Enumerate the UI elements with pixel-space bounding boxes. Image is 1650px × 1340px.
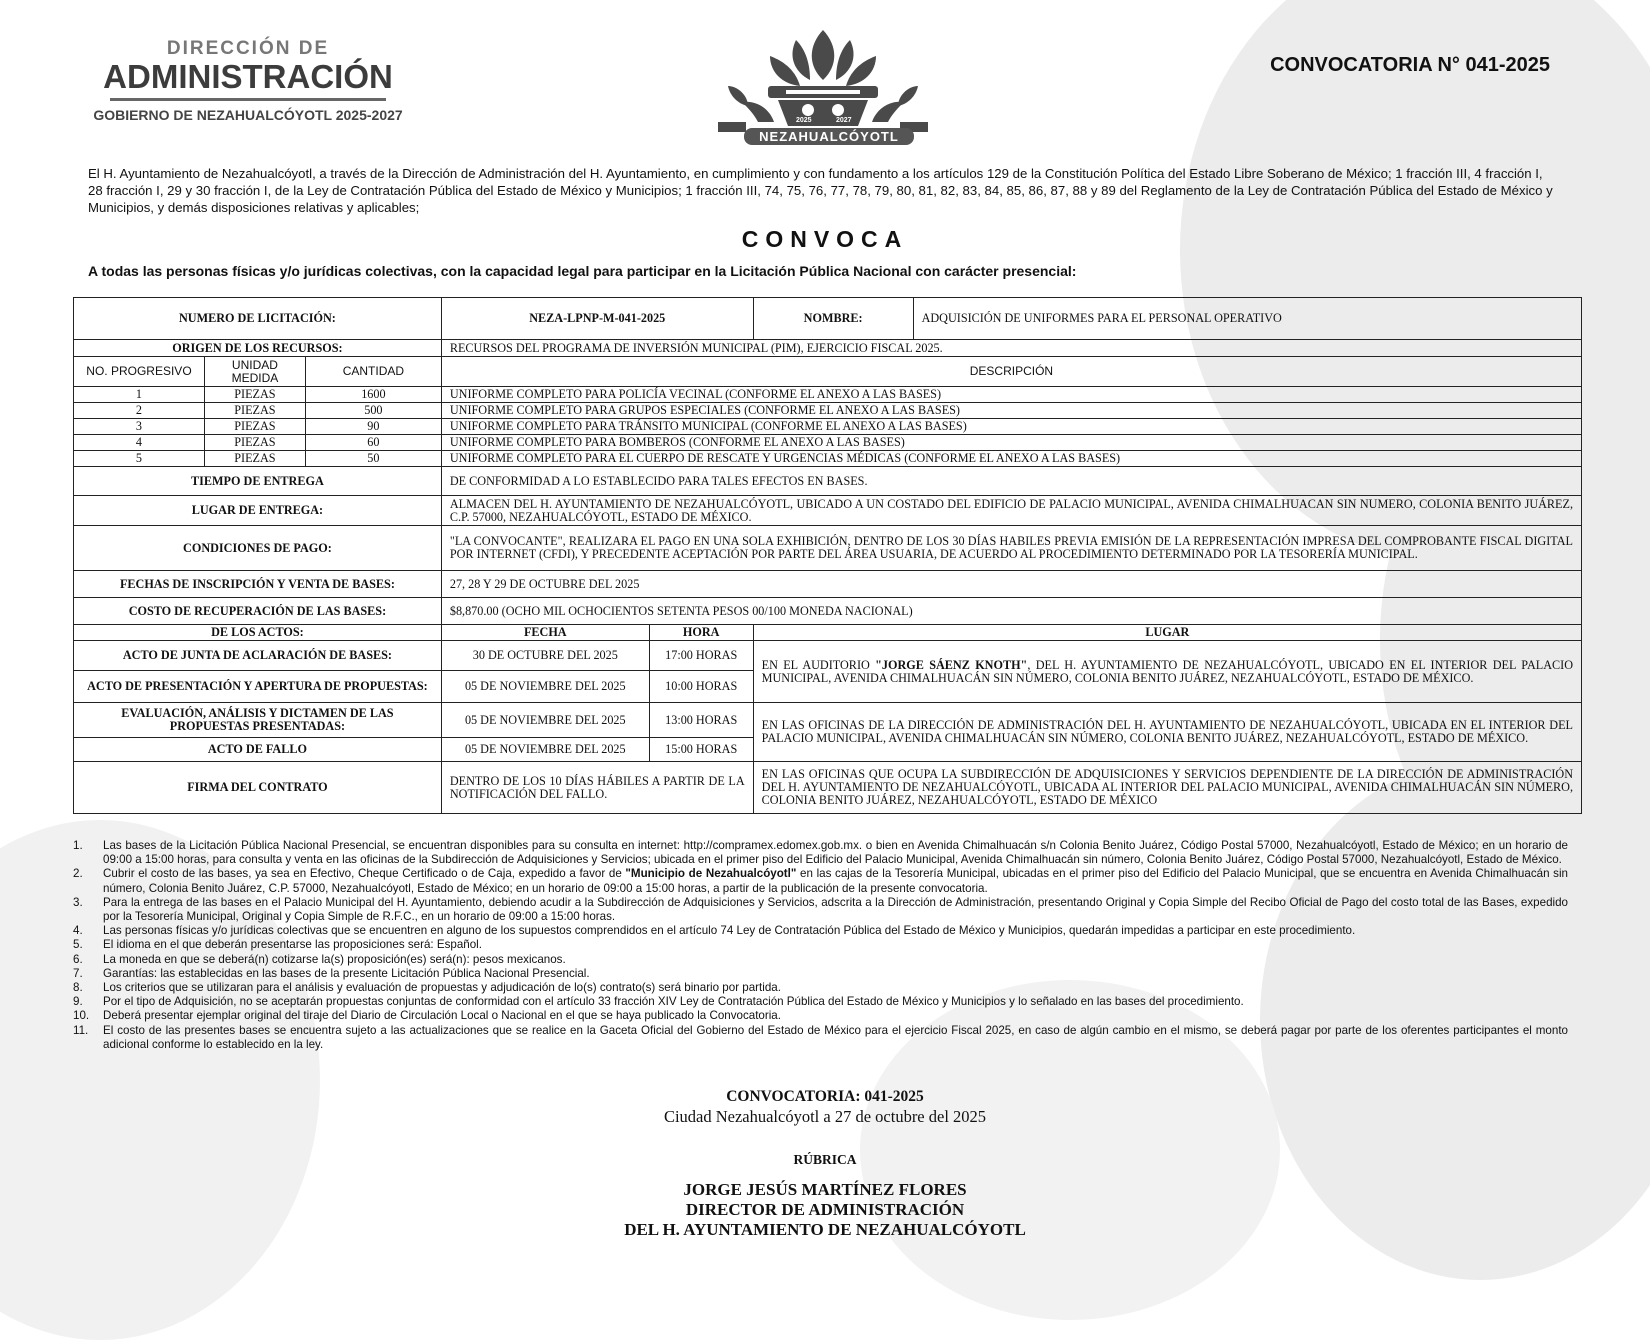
list-item bbox=[73, 938, 1568, 952]
item-unidad: PIEZAS bbox=[204, 419, 305, 435]
hora-col: HORA bbox=[649, 625, 753, 641]
fecha-col: FECHA bbox=[441, 625, 649, 641]
item-unidad: PIEZAS bbox=[204, 435, 305, 451]
item-descripcion: UNIFORME COMPLETO PARA POLICÍA VECINAL (CONFORME EL ANEXO A LAS BASES) bbox=[441, 387, 1581, 403]
note-number: 11. bbox=[73, 1023, 89, 1037]
list-item bbox=[73, 867, 1568, 895]
acto4-fecha: 05 DE NOVIEMBRE DEL 2025 bbox=[441, 738, 649, 762]
seal-year-left: 2025 bbox=[796, 117, 812, 124]
note-number: 3. bbox=[73, 895, 83, 909]
origen-value: RECURSOS DEL PROGRAMA DE INVERSIÓN MUNICIPAL (PIM), EJERCICIO FISCAL 2025. bbox=[441, 340, 1581, 357]
logo-line1: DIRECCIÓN DE bbox=[166, 38, 330, 59]
note-number: 1. bbox=[73, 839, 83, 852]
fechas-value: 27, 28 Y 29 DE OCTUBRE DEL 2025 bbox=[441, 571, 1581, 598]
note-text: El costo de las presentes bases se encuentra sujeto a las actualizaciones que se realice en la Gaceta Oficial del Gobierno del Estado de México para el ejercicio Fiscal 2025, en caso de algún cambio en el mismo, se deberá pagar por parte de los oferentes participantes el monto adicional conforme lo establecido en la ley. bbox=[103, 1023, 1568, 1051]
table-row bbox=[74, 357, 1582, 387]
convocatoria-number: CONVOCATORIA N° 041-2025 bbox=[1270, 54, 1550, 76]
item-descripcion: UNIFORME COMPLETO PARA EL CUERPO DE RESCATE Y URGENCIAS MÉDICAS (CONFORME EL ANEXO A LAS BASES) bbox=[441, 451, 1581, 467]
table-row bbox=[74, 598, 1582, 625]
acto4-label: ACTO DE FALLO bbox=[74, 738, 442, 762]
note-number: 2. bbox=[73, 867, 83, 881]
list-item bbox=[73, 995, 1568, 1009]
col-descripcion: DESCRIPCIÓN bbox=[441, 357, 1581, 387]
licitacion-table bbox=[73, 297, 1582, 814]
logo-line3: GOBIERNO DE NEZAHUALCÓYOTL 2025-2027 bbox=[93, 107, 403, 123]
signer-title: DIRECTOR DE ADMINISTRACIÓN bbox=[685, 1200, 965, 1219]
logo-line2: ADMINISTRACIÓN bbox=[103, 58, 393, 95]
seal-year-right: 2027 bbox=[836, 117, 852, 124]
item-cantidad: 50 bbox=[305, 451, 441, 467]
list-item bbox=[73, 924, 1568, 938]
note-text: Por el tipo de Adquisición, no se aceptarán propuestas conjuntas de conformidad con el artículo 33 fracción XIV Ley de Contratación Pública del Estado de México y Municipios y lo señalado en las bases del procedimiento. bbox=[103, 995, 1244, 1009]
item-unidad: PIEZAS bbox=[204, 451, 305, 467]
footer-lugar-fecha: Ciudad Nezahualcóyotl a 27 de octubre del 2025 bbox=[663, 1107, 987, 1126]
lugar-auditorio-post: , DEL H. AYUNTAMIENTO DE NEZAHUALCÓYOTL, UBICADO EN EL INTERIOR DEL PALACIO MUNICIPAL, AVENIDA CHIMALHUACÁN SIN NÚMERO, COLONIA BENITO JUÁREZ, NEZAHUALCÓYOTL, ESTADO DE MÉXICO. bbox=[761, 657, 1573, 685]
acto2-label: ACTO DE PRESENTACIÓN Y APERTURA DE PROPUESTAS: bbox=[74, 671, 442, 703]
note-text: Para la entrega de las bases en el Palacio Municipal del H. Ayuntamiento, debiendo acudir a la Subdirección de Adquisiciones y Servicios, adscrita a la Dirección de Administración, presentando Original y Copia Simple del Recibo Oficial de Pago del costo total de las Bases, expedido por la Tesorería Municipal, Original y Copia Simple de R.F.C., en un horario de 09:00 a 15:00 horas. bbox=[103, 895, 1568, 924]
signer-name: JORGE JESÚS MARTÍNEZ FLORES bbox=[683, 1180, 967, 1199]
firma-fecha: DENTRO DE LOS 10 DÍAS HÁBILES A PARTIR DE LA NOTIFICACIÓN DEL FALLO. bbox=[441, 762, 753, 814]
acto2-fecha: 05 DE NOVIEMBRE DEL 2025 bbox=[441, 671, 649, 703]
fechas-label: FECHAS DE INSCRIPCIÓN Y VENTA DE BASES: bbox=[74, 571, 442, 598]
tiempo-value: DE CONFORMIDAD A LO ESTABLECIDO PARA TALES EFECTOS EN BASES. bbox=[441, 467, 1581, 496]
administracion-logo bbox=[88, 38, 408, 123]
table-row bbox=[74, 435, 1582, 451]
table-row bbox=[74, 298, 1582, 340]
list-item bbox=[73, 953, 1568, 967]
list-item bbox=[73, 981, 1568, 995]
numero-label: NUMERO DE LICITACIÓN: bbox=[74, 298, 442, 340]
acto3-fecha: 05 DE NOVIEMBRE DEL 2025 bbox=[441, 703, 649, 738]
table-row bbox=[74, 526, 1582, 571]
note-text: Deberá presentar ejemplar original del tiraje del Diario de Circulación Local o Nacional en el que se haya publicado la Convocatoria. bbox=[103, 1009, 781, 1023]
table-row bbox=[74, 340, 1582, 357]
acto1-label: ACTO DE JUNTA DE ACLARACIÓN DE BASES: bbox=[74, 641, 442, 671]
item-no: 4 bbox=[74, 435, 205, 451]
item-unidad: PIEZAS bbox=[204, 403, 305, 419]
item-no: 1 bbox=[74, 387, 205, 403]
numero-value: NEZA-LPNP-M-041-2025 bbox=[441, 298, 753, 340]
acto1-hora: 17:00 HORAS bbox=[649, 641, 753, 671]
table-row bbox=[74, 703, 1582, 738]
item-no: 2 bbox=[74, 403, 205, 419]
table-row bbox=[74, 625, 1582, 641]
note-text: El idioma en el que deberán presentarse las proposiciones será: Español. bbox=[103, 938, 482, 952]
list-item bbox=[73, 896, 1568, 924]
item-no: 3 bbox=[74, 419, 205, 435]
signer-institution: DEL H. AYUNTAMIENTO DE NEZAHUALCÓYOTL bbox=[624, 1220, 1026, 1239]
notes-list bbox=[73, 839, 1568, 1052]
list-item bbox=[73, 1009, 1568, 1023]
list-item bbox=[73, 967, 1568, 981]
note-number: 7. bbox=[73, 966, 83, 980]
table-row bbox=[74, 762, 1582, 814]
intro-paragraph: El H. Ayuntamiento de Nezahualcóyotl, a través de la Dirección de Administración del H. Ayuntamiento, en cumplimiento y con fundamento a los artículos 129 de la Constitución Política del Estado Libre Soberano de México; 1 fracción III, 4 fracción I, 28 fracción I, 29 y 30 fracción I, de la Ley de Contratación Pública del Estado de México y Municipios; 1 fracción III, 74, 75, 76, 77, 78, 79, 80, 81, 82, 83, 84, 85, 86, 87, 88 y 89 del Reglamento de la Ley de Contratación Pública del Estado de México y Municipios, y demás disposiciones relativas y aplicables; bbox=[88, 166, 1553, 215]
tiempo-label: TIEMPO DE ENTREGA bbox=[74, 467, 442, 496]
acto3-label: EVALUACIÓN, ANÁLISIS Y DICTAMEN DE LAS PROPUESTAS PRESENTADAS: bbox=[74, 703, 442, 738]
note-number: 4. bbox=[73, 924, 83, 938]
note-number: 9. bbox=[73, 995, 83, 1009]
item-descripcion: UNIFORME COMPLETO PARA TRÁNSITO MUNICIPAL (CONFORME EL ANEXO A LAS BASES) bbox=[441, 419, 1581, 435]
lugar-auditorio bbox=[753, 641, 1581, 703]
actos-label: DE LOS ACTOS: bbox=[74, 625, 442, 641]
note-text: La moneda en que se deberá(n) cotizarse la(s) proposición(es) será(n): pesos mexicanos. bbox=[103, 952, 566, 966]
acto1-fecha: 30 DE OCTUBRE DEL 2025 bbox=[441, 641, 649, 671]
item-no: 5 bbox=[74, 451, 205, 467]
item-cantidad: 60 bbox=[305, 435, 441, 451]
note-number: 10. bbox=[73, 1009, 90, 1023]
acto3-hora: 13:00 HORAS bbox=[649, 703, 753, 738]
col-progresivo: NO. PROGRESIVO bbox=[74, 357, 205, 387]
signature-block bbox=[0, 1180, 1650, 1240]
firma-lugar: EN LAS OFICINAS QUE OCUPA LA SUBDIRECCIÓN DE ADQUISICIONES Y SERVICIOS DEPENDIENTE DE LA DIRECCIÓN DE ADMINISTRACIÓN DEL H. AYUNTAMIENTO DE NEZAHUALCÓYOTL, UBICADA AL INTERIOR DEL PALACIO MUNICIPAL, AVENIDA CHIMALHUACÁN SIN NÚMERO, COLONIA BENITO JUÁREZ, NEZAHUALCÓYOTL, ESTADO DE MÉXICO bbox=[753, 762, 1581, 814]
item-cantidad: 1600 bbox=[305, 387, 441, 403]
footer-convocatoria: CONVOCATORIA: 041-2025 bbox=[726, 1088, 924, 1105]
item-descripcion: UNIFORME COMPLETO PARA BOMBEROS (CONFORME EL ANEXO A LAS BASES) bbox=[441, 435, 1581, 451]
item-cantidad: 90 bbox=[305, 419, 441, 435]
nombre-value: ADQUISICIÓN DE UNIFORMES PARA EL PERSONAL OPERATIVO bbox=[913, 298, 1581, 340]
note-text: Las bases de la Licitación Pública Nacional Presencial, se encuentran disponibles para su consulta en internet: http://compramex.edomex.gob.mx. o bien en Avenida Chimalhuacán s/n Colonia Benito Juárez, Código Postal 57000, Nezahualcóyotl, Estado de México; en un horario de 09:00 a 15:00 horas, para consulta y venta en las oficinas de la Subdirección de Adquisiciones y Servicios; ubicada en el primer piso del Edificio del Palacio Municipal, Avenida Chimalhuacán sin número, Colonia Benito Juárez, Código Postal 57000, Nezahualcóyotl, Estado de México. bbox=[103, 839, 1568, 867]
table-row bbox=[74, 641, 1582, 671]
lugar-col: LUGAR bbox=[753, 625, 1581, 641]
note-text: Garantías: las establecidas en las bases de la presente Licitación Pública Nacional Presencial. bbox=[103, 966, 590, 980]
list-item bbox=[73, 1024, 1568, 1052]
note-text: Cubrir el costo de las bases, ya sea en Efectivo, Cheque Certificado o de Caja, expedido a favor de "Municipio de Nezahualcóyotl" en las cajas de la Tesorería Municipal, ubicadas en el primer piso del Edificio del Palacio Municipal, que se encuentra en Avenida Chimalhuacán sin número, Colonia Benito Juárez, C.P. 57000, Nezahualcóyotl, Estado de México; en un horario de 09:00 a 15:00 horas, a partir de la publicación de la presente convocatoria. bbox=[103, 867, 1568, 895]
costo-label: COSTO DE RECUPERACIÓN DE LAS BASES: bbox=[74, 598, 442, 625]
col-cantidad: CANTIDAD bbox=[305, 357, 441, 387]
table-row bbox=[74, 387, 1582, 403]
col-unidad: UNIDAD MEDIDA bbox=[204, 357, 305, 387]
logo-divider bbox=[110, 98, 386, 101]
nombre-label: NOMBRE: bbox=[753, 298, 913, 340]
table-row bbox=[74, 467, 1582, 496]
item-unidad: PIEZAS bbox=[204, 387, 305, 403]
item-descripcion: UNIFORME COMPLETO PARA GRUPOS ESPECIALES (CONFORME EL ANEXO A LAS BASES) bbox=[441, 403, 1581, 419]
acto2-hora: 10:00 HORAS bbox=[649, 671, 753, 703]
note-number: 8. bbox=[73, 981, 83, 995]
note-text: Las personas físicas y/o jurídicas colectivas que se encuentren en alguno de los supuestos comprendidos en el artículo 74 Ley de Contratación Pública del Estado de México y Municipios, quedarán impedidas a participar en este procedimiento. bbox=[103, 924, 1356, 938]
costo-value: $8,870.00 (OCHO MIL OCHOCIENTOS SETENTA PESOS 00/100 MONEDA NACIONAL) bbox=[441, 598, 1581, 625]
seal-label: NEZAHUALCÓYOTL bbox=[744, 128, 914, 145]
pago-label: CONDICIONES DE PAGO: bbox=[74, 526, 442, 571]
table-row bbox=[74, 403, 1582, 419]
table-row bbox=[74, 571, 1582, 598]
list-item bbox=[73, 839, 1568, 867]
lugar-auditorio-name: "JORGE SÁENZ KNOTH" bbox=[875, 657, 1028, 672]
lugar-value: ALMACEN DEL H. AYUNTAMIENTO DE NEZAHUALCÓYOTL, UBICADO A UN COSTADO DEL EDIFICIO DE PALACIO MUNICIPAL, AVENIDA CHIMALHUACAN SIN NUMERO, COLONIA BENITO JUÁREZ, C.P. 57000, NEZAHUALCÓYOTL, ESTADO DE MÉXICO. bbox=[441, 496, 1581, 526]
table-row bbox=[74, 496, 1582, 526]
note-number: 6. bbox=[73, 952, 83, 966]
firma-label: FIRMA DEL CONTRATO bbox=[74, 762, 442, 814]
convoca-heading: CONVOCA bbox=[741, 226, 909, 252]
item-cantidad: 500 bbox=[305, 403, 441, 419]
acto4-hora: 15:00 HORAS bbox=[649, 738, 753, 762]
footer-rubrica: RÚBRICA bbox=[793, 1152, 857, 1167]
note-text: Los criterios que se utilizaran para el análisis y evaluación de propuestas y adjudicación de lo(s) contrato(s) será binario por partida. bbox=[103, 981, 781, 995]
lugar-auditorio-pre: EN EL AUDITORIO bbox=[761, 657, 876, 672]
lugar-label: LUGAR DE ENTREGA: bbox=[74, 496, 442, 526]
table-row bbox=[74, 419, 1582, 435]
table-row bbox=[74, 451, 1582, 467]
pago-value: "LA CONVOCANTE", REALIZARA EL PAGO EN UNA SOLA EXHIBICIÓN, DENTRO DE LOS 30 DÍAS HABILES PREVIA EMISIÓN DE LA REPRESENTACIÓN IMPRESA DEL COMPROBANTE FISCAL DIGITAL POR INTERNET (CFDI), Y PRECEDENTE ACEPTACIÓN POR PARTE DEL ÁREA USUARIA, DE ACUERDO AL PROCEDIMIENTO DETERMINADO POR LA TESORERÍA MUNICIPAL. bbox=[441, 526, 1581, 571]
note-number: 5. bbox=[73, 938, 83, 952]
origen-label: ORIGEN DE LOS RECURSOS: bbox=[74, 340, 442, 357]
lugar-oficinas: EN LAS OFICINAS DE LA DIRECCIÓN DE ADMINISTRACIÓN DEL H. AYUNTAMIENTO DE NEZAHUALCÓYOTL, UBICADA EN EL INTERIOR DEL PALACIO MUNICIPAL, AVENIDA CHIMALHUACÁN SIN NÚMERO, COLONIA BENITO JUÁREZ, NEZAHUALCÓYOTL, ESTADO DE MÉXICO. bbox=[753, 703, 1581, 762]
addressee-line: A todas las personas físicas y/o jurídicas colectivas, con la capacidad legal para participar en la Licitación Pública Nacional con carácter presencial: bbox=[88, 263, 1077, 279]
